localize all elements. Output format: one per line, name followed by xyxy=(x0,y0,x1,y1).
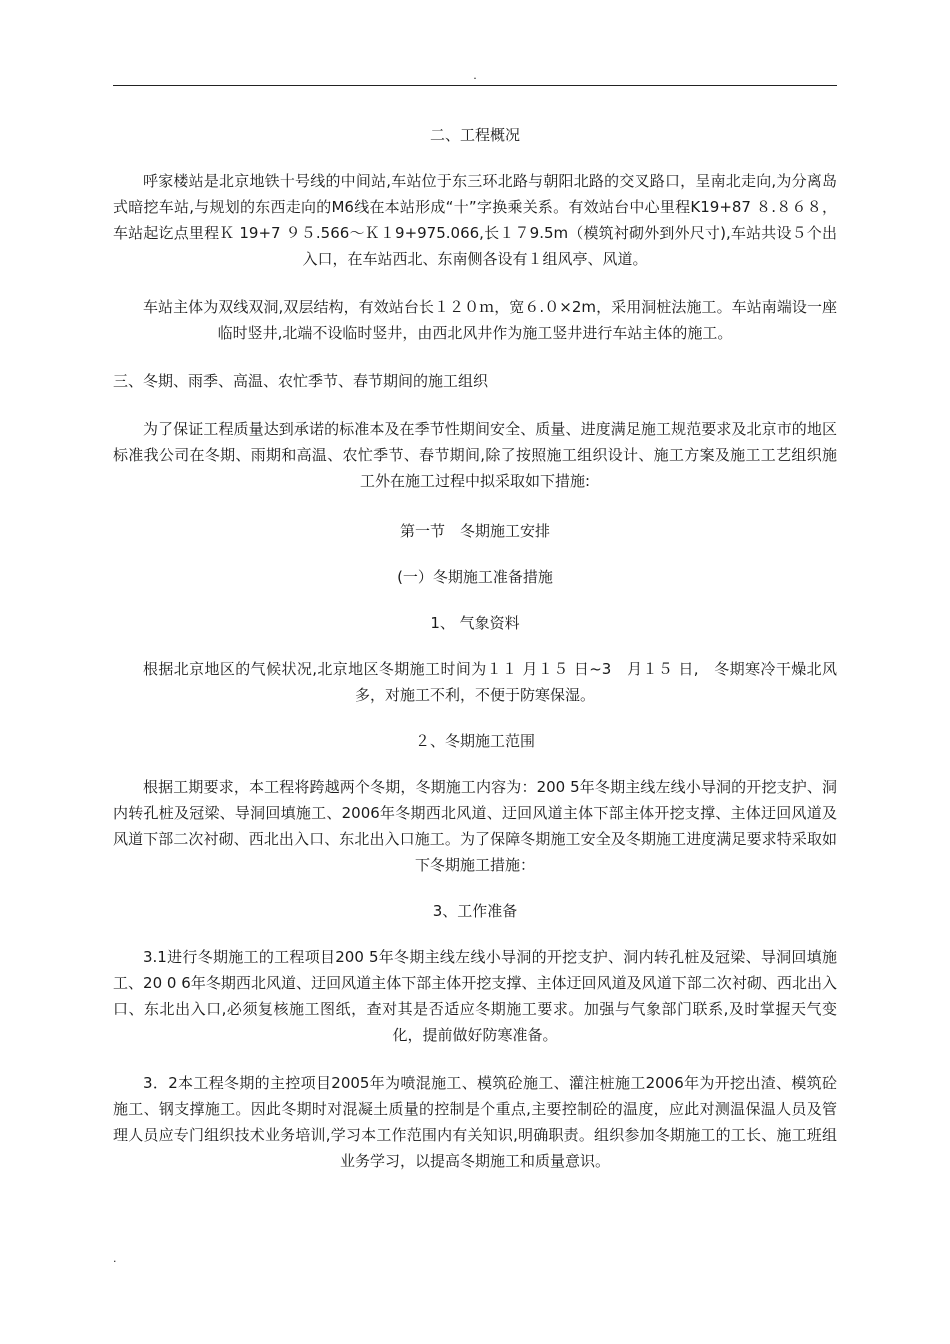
paragraph-item-1: 根据北京地区的气候状况,北京地区冬期施工时间为１１ 月１５ 日~3 月１５ 日, 冬期寒冷干燥北风多，对施工不利，不便于防寒保湿。 xyxy=(143,660,837,704)
paragraph-item-3-1: 3.1进行冬期施工的工程项目200 5年冬期主线左线小导洞的开挖支护、洞内转孔桩及冠梁、导洞回填施工、20 0 6年冬期西北风道、迂回风道主体下部主体开挖支撑、主体迂回风道及风道下部二次衬砌、西北出入口、东北出入口,必须复核施工图纸，查对其是否适应冬期施工要求。加强与气象部门联系,及时掌握天气变化，提前做好防寒准备。 xyxy=(113,948,837,1044)
heading-section-1: 第一节 冬期施工安排 xyxy=(399,522,550,540)
footer-mark: . xyxy=(113,1252,117,1265)
heading-item-2: ２、冬期施工范围 xyxy=(414,732,535,750)
document-body xyxy=(113,122,837,1174)
heading-item-3: 3、工作准备 xyxy=(432,902,518,920)
heading-overview: 二、工程概况 xyxy=(429,126,520,144)
header-mark: . xyxy=(473,69,477,82)
paragraph-overview-1: 呼家楼站是北京地铁十号线的中间站,车站位于东三环北路与朝阳北路的交叉路口，呈南北走向,为分离岛式暗挖车站,与规划的东西走向的M6线在本站形成“十”字换乘关系。有效站台中心里程K19+87 ８.８６８，车站起讫点里程Ｋ 19+7 ９５.566～Ｋ１9+975.066,长１７9.5m（模筑衬砌外到外尺寸),车站共设５个出入口，在车站西北、东南侧各设有１组风亭、风道。 xyxy=(113,172,837,268)
paragraph-overview-2: 车站主体为双线双洞,双层结构，有效站台长１２０ｍ，宽６.０×2m，采用洞桩法施工。车站南端设一座临时竖井,北端不设临时竖井，由西北风井作为施工竖井进行车站主体的施工。 xyxy=(143,298,837,342)
heading-sub-1: (一）冬期施工准备措施 xyxy=(397,568,553,586)
heading-item-1: 1、 气象资料 xyxy=(430,614,520,632)
heading-seasonal: 三、冬期、雨季、高温、农忙季节、春节期间的施工组织 xyxy=(113,372,489,390)
header-rule xyxy=(113,85,837,86)
paragraph-item-2: 根据工期要求，本工程将跨越两个冬期，冬期施工内容为：200 5年冬期主线左线小导洞的开挖支护、洞内转孔桩及冠梁、导洞回填施工、2006年冬期西北风道、迂回风道主体下部主体开挖支撑、主体迂回风道及风道下部二次衬砌、西北出入口、东北出入口施工。为了保障冬期施工安全及冬期施工进度满足要求特采取如下冬期施工措施： xyxy=(113,778,837,874)
paragraph-item-3-2: 3．2本工程冬期的主控项目2005年为喷混施工、模筑砼施工、灌注桩施工2006年为开挖出渣、模筑砼施工、钢支撑施工。因此冬期时对混凝土质量的控制是个重点,主要控制砼的温度，应此对测温保温人员及管理人员应专门组织技术业务培训,学习本工作范围内有关知识,明确职责。组织参加冬期施工的工长、施工班组业务学习，以提高冬期施工和质量意识。 xyxy=(113,1074,837,1170)
paragraph-seasonal: 为了保证工程质量达到承诺的标准本及在季节性期间安全、质量、进度满足施工规范要求及北京市的地区标准我公司在冬期、雨期和高温、农忙季节、春节期间,除了按照施工组织设计、施工方案及施工工艺组织施工外在施工过程中拟采取如下措施: xyxy=(113,420,837,490)
